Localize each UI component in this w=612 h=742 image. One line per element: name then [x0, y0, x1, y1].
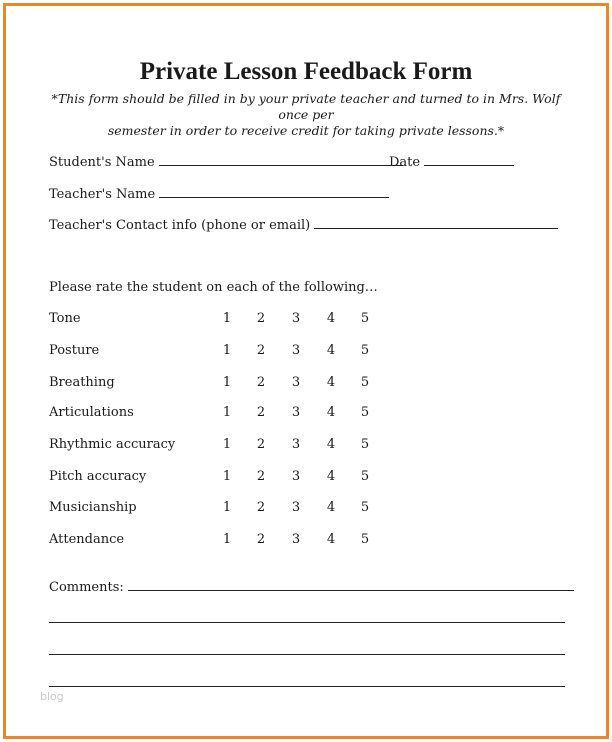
- rating-option-4[interactable]: 4: [326, 437, 336, 452]
- comments-line-3[interactable]: [49, 654, 565, 655]
- student-name-field: [49, 153, 403, 170]
- rating-category-label: Breathing: [49, 375, 115, 390]
- date-field: [389, 153, 514, 170]
- rating-option-5[interactable]: 5: [360, 469, 370, 484]
- rating-option-5[interactable]: 5: [360, 343, 370, 358]
- rating-option-3[interactable]: 3: [291, 343, 301, 358]
- comments-line-1[interactable]: [128, 578, 574, 591]
- rating-option-3[interactable]: 3: [291, 437, 301, 452]
- rating-option-2[interactable]: 2: [256, 343, 266, 358]
- rating-option-4[interactable]: 4: [326, 500, 336, 515]
- rating-prompt: Please rate the student on each of the following…: [49, 280, 378, 295]
- comments-label: Comments:: [49, 580, 124, 595]
- rating-option-2[interactable]: 2: [256, 532, 266, 547]
- date-label: Date: [389, 155, 421, 170]
- rating-option-4[interactable]: 4: [326, 405, 336, 420]
- rating-option-5[interactable]: 5: [360, 375, 370, 390]
- rating-option-2[interactable]: 2: [256, 437, 266, 452]
- rating-option-1[interactable]: 1: [222, 311, 232, 326]
- rating-option-1[interactable]: 1: [222, 532, 232, 547]
- rating-option-1[interactable]: 1: [222, 405, 232, 420]
- teacher-name-field: [49, 185, 389, 202]
- comments-field: [49, 578, 574, 595]
- rating-option-3[interactable]: 3: [291, 405, 301, 420]
- rating-option-3[interactable]: 3: [291, 500, 301, 515]
- comments-line-4[interactable]: [49, 686, 565, 687]
- rating-option-1[interactable]: 1: [222, 469, 232, 484]
- rating-option-1[interactable]: 1: [222, 375, 232, 390]
- rating-option-2[interactable]: 2: [256, 500, 266, 515]
- teacher-contact-label: Teacher's Contact info (phone or email): [49, 218, 311, 233]
- rating-option-3[interactable]: 3: [291, 469, 301, 484]
- rating-option-3[interactable]: 3: [291, 375, 301, 390]
- rating-option-4[interactable]: 4: [326, 311, 336, 326]
- form-title: Private Lesson Feedback Form: [139, 58, 473, 85]
- rating-option-3[interactable]: 3: [291, 311, 301, 326]
- rating-option-4[interactable]: 4: [326, 469, 336, 484]
- rating-category-label: Articulations: [49, 405, 134, 420]
- student-name-label: Student's Name: [49, 155, 155, 170]
- rating-option-5[interactable]: 5: [360, 437, 370, 452]
- instructions-line-2: semester in order to receive credit for taking private lessons.*: [107, 123, 505, 138]
- teacher-contact-field: [49, 216, 558, 233]
- date-line[interactable]: [424, 153, 514, 166]
- rating-option-5[interactable]: 5: [360, 311, 370, 326]
- rating-category-label: Posture: [49, 343, 100, 358]
- rating-option-4[interactable]: 4: [326, 532, 336, 547]
- rating-category-label: Pitch accuracy: [49, 469, 147, 484]
- rating-option-1[interactable]: 1: [222, 343, 232, 358]
- rating-category-label: Tone: [49, 311, 81, 326]
- rating-option-5[interactable]: 5: [360, 500, 370, 515]
- rating-option-1[interactable]: 1: [222, 500, 232, 515]
- student-name-line[interactable]: [159, 153, 403, 166]
- rating-option-2[interactable]: 2: [256, 375, 266, 390]
- rating-option-4[interactable]: 4: [326, 343, 336, 358]
- rating-option-2[interactable]: 2: [256, 311, 266, 326]
- rating-option-4[interactable]: 4: [326, 375, 336, 390]
- rating-category-label: Rhythmic accuracy: [49, 437, 176, 452]
- teacher-contact-line[interactable]: [314, 216, 558, 229]
- rating-option-2[interactable]: 2: [256, 469, 266, 484]
- teacher-name-line[interactable]: [159, 185, 389, 198]
- rating-option-5[interactable]: 5: [360, 405, 370, 420]
- form-instructions: [40, 91, 572, 139]
- rating-category-label: Musicianship: [49, 500, 137, 515]
- rating-option-2[interactable]: 2: [256, 405, 266, 420]
- instructions-line-1: *This form should be filled in by your private teacher and turned to in Mrs. Wolf once per: [51, 91, 561, 122]
- rating-option-1[interactable]: 1: [222, 437, 232, 452]
- rating-option-5[interactable]: 5: [360, 532, 370, 547]
- rating-category-label: Attendance: [49, 532, 125, 547]
- teacher-name-label: Teacher's Name: [49, 187, 156, 202]
- rating-option-3[interactable]: 3: [291, 532, 301, 547]
- comments-line-2[interactable]: [49, 622, 565, 623]
- watermark: blog: [40, 690, 64, 703]
